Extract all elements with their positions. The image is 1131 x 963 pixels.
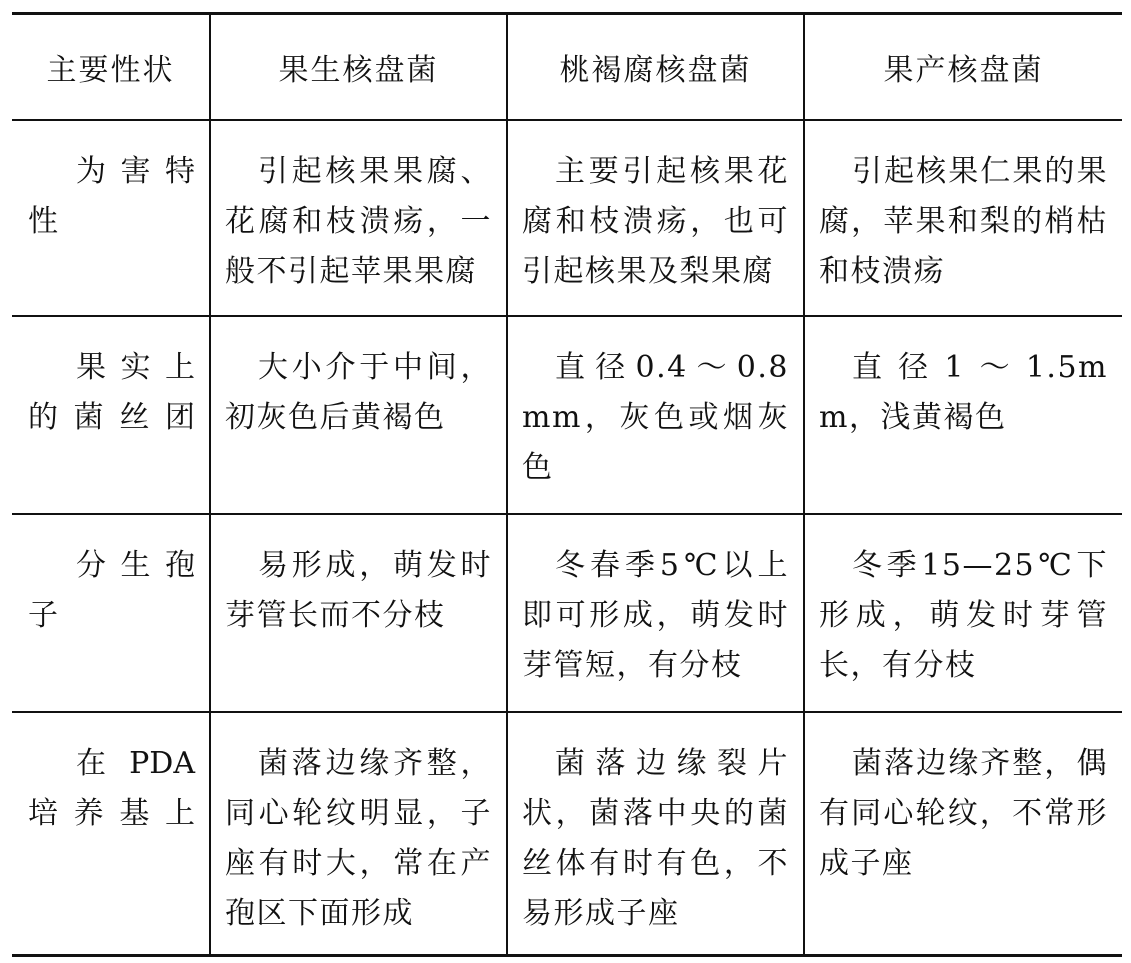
- comparison-table-container: [12, 12, 1122, 954]
- table-cell: 易形成，萌发时芽管长而不分枝: [210, 514, 507, 712]
- table-cell: 冬春季5℃以上即可形成，萌发时芽管短，有分枝: [507, 514, 804, 712]
- row-label: 在PDA培养基上: [28, 745, 195, 831]
- table-cell: 菌落边缘齐整，偶有同心轮纹，不常形成子座: [804, 712, 1122, 956]
- table-row: [12, 514, 1122, 712]
- table-cell: 大小介于中间，初灰色后黄褐色: [210, 316, 507, 514]
- table-cell: 冬季15—25℃下形成，萌发时芽管长，有分枝: [804, 514, 1122, 712]
- table-cell: 直径0.4～0.8 mm，灰色或烟灰色: [507, 316, 804, 514]
- table-cell: 引起核果仁果的果腐，苹果和梨的梢枯和枝溃疡: [804, 120, 1122, 316]
- row-label: 果实上的菌丝团: [28, 349, 195, 435]
- table-cell: 菌落边缘裂片状，菌落中央的菌丝体有时有色，不易形成子座: [507, 712, 804, 956]
- header-trait: 主要性状: [46, 52, 175, 88]
- table-cell: 主要引起核果花腐和枝溃疡，也可引起核果及梨果腐: [507, 120, 804, 316]
- header-monilinia-laxa: 桃褐腐核盘菌: [507, 14, 804, 120]
- table-row: [12, 120, 1122, 316]
- row-label: 为害特性: [28, 153, 195, 239]
- header-monilinia-fructicola: 果产核盘菌: [804, 14, 1122, 120]
- fungus-comparison-table: [12, 12, 1122, 957]
- table-cell: 直径1～1.5mm，浅黄褐色: [804, 316, 1122, 514]
- table-cell: 引起核果果腐、花腐和枝溃疡，一般不引起苹果果腐: [210, 120, 507, 316]
- row-label: 分生孢子: [28, 547, 195, 633]
- header-row: [12, 14, 1122, 120]
- header-monilinia-fructigena: 果生核盘菌: [210, 14, 507, 120]
- table-cell: 菌落边缘齐整，同心轮纹明显，子座有时大，常在产孢区下面形成: [210, 712, 507, 956]
- table-row: [12, 316, 1122, 514]
- table-row: [12, 712, 1122, 956]
